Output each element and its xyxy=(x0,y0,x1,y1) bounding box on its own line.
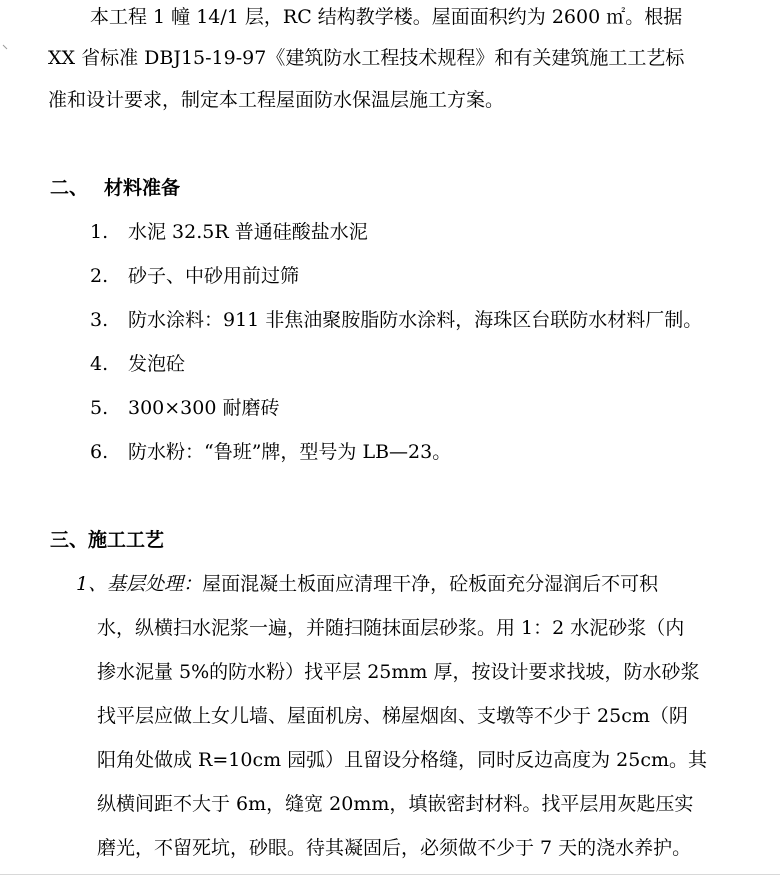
section-3-title: 三、施工工艺 xyxy=(50,529,165,551)
list-item-text: 防水涂料：911 非焦油聚胺脂防水涂料，海珠区台联防水材料厂制。 xyxy=(128,309,703,331)
list-item xyxy=(90,308,702,332)
list-item-number: 1. xyxy=(90,221,109,243)
list-item xyxy=(90,440,451,464)
paragraph-text: 屋面混凝土板面应清理干净，砼板面充分湿润后不可积 xyxy=(202,573,659,595)
paragraph-line: 阳角处做成 R=10cm 园弧）且留设分格缝，同时反边高度为 25cm。其 xyxy=(97,749,708,771)
subsection-label: 1、基层处理： xyxy=(76,573,203,595)
list-item-number: 4. xyxy=(90,353,109,375)
list-item-text: 水泥 32.5R 普通硅酸盐水泥 xyxy=(128,221,368,243)
section-2-number: 二、 xyxy=(50,177,89,199)
intro-line-3: 准和设计要求，制定本工程屋面防水保温层施工方案。 xyxy=(48,89,505,111)
intro-line-2: XX 省标准 DBJ15-19-97《建筑防水工程技术规程》和有关建筑施工工艺标 xyxy=(48,47,685,69)
list-item-number: 3. xyxy=(90,309,109,331)
list-item xyxy=(90,352,185,376)
list-item-number: 5. xyxy=(90,397,109,419)
paragraph-line: 掺水泥量 5%的防水粉）找平层 25mm 厚，按设计要求找坡，防水砂浆 xyxy=(97,661,700,683)
list-item-text: 300×300 耐磨砖 xyxy=(128,397,280,419)
list-item-number: 2. xyxy=(90,265,109,287)
list-item xyxy=(90,220,368,244)
list-item xyxy=(90,264,299,288)
intro-line-1: 本工程 1 幢 14/1 层，RC 结构教学楼。屋面面积约为 2600 ㎡。根据 xyxy=(90,6,683,28)
paragraph-line: 水，纵横扫水泥浆一遍，并随扫随抹面层砂浆。用 1：2 水泥砂浆（内 xyxy=(97,617,685,639)
list-item-number: 6. xyxy=(90,441,109,463)
corner-mark-icon xyxy=(2,44,8,50)
page-bottom-divider xyxy=(0,874,780,875)
paragraph-line: 纵横间距不大于 6m，缝宽 20mm，填嵌密封材料。找平层用灰匙压实 xyxy=(97,793,694,815)
list-item xyxy=(90,396,280,420)
paragraph-line: 磨光，不留死坑，砂眼。待其凝固后，必须做不少于 7 天的浇水养护。 xyxy=(97,837,692,859)
list-item-text: 砂子、中砂用前过筛 xyxy=(128,265,300,287)
list-item-text: 发泡砼 xyxy=(128,353,186,375)
section-2-title: 材料准备 xyxy=(104,177,181,199)
paragraph-line: 找平层应做上女儿墙、屋面机房、梯屋烟囱、支墩等不少于 25cm（阴 xyxy=(97,705,688,727)
list-item-text: 防水粉：“鲁班”牌，型号为 LB—23。 xyxy=(128,441,452,463)
paragraph-line xyxy=(76,572,658,596)
